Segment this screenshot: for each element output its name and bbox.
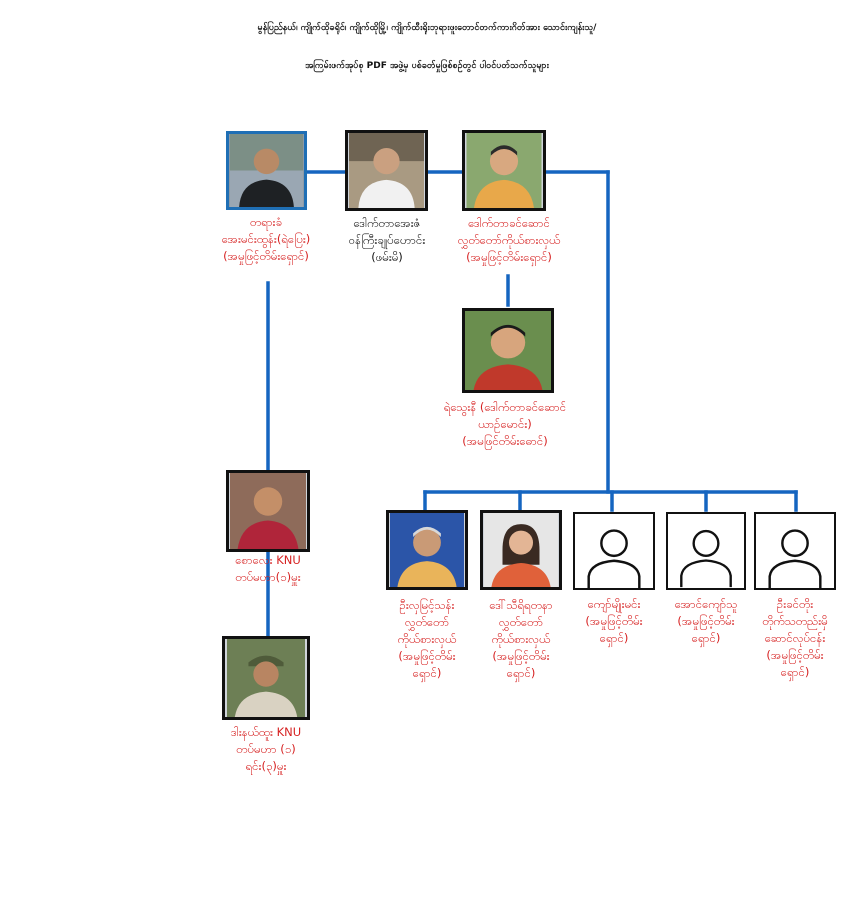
portrait-photo-p6 (222, 636, 310, 720)
name-label-p2: ဒေါက်တာအေးဇံ ဝန်ကြီးချုပ်ဟောင်း (ဖမ်းမိ) (348, 216, 426, 264)
person-silhouette-icon (465, 311, 551, 390)
portrait-photo-p5 (226, 470, 310, 552)
name-label-p11: ဦးခင်တိုး တိုက်သတည်းမှိ ဆောင်လုပ်ငန်း (အမှုဖြင့်တိမ်း ရှောင်) (762, 597, 828, 679)
page-title-line2: အကြမ်းဖက်အုပ်စု PDF အဖွဲ့မှ ပစ်ခတ်မှုဖြစ်စဉ်တွင် ပါဝင်ပတ်သက်သူများ (305, 61, 549, 71)
name-label-p9: ကျော်မျိုးမင်း (အမှုဖြင့်တိမ်း ရှောင်) (585, 597, 643, 645)
name-label-p6: ဒါးနယ်ထူး KNU တပ်မဟာ (၁) ရင်း(၃)မှူး (230, 725, 302, 773)
portrait-photo-p4 (462, 308, 554, 393)
name-label-p5: စောလေး KNU တပ်မဟာ(၁)မှူး (235, 553, 301, 584)
person-outline-icon (756, 514, 834, 588)
person-silhouette-icon (483, 513, 559, 587)
name-label-p7: ဦးလှမြင့်သန်း လွှတ်တော် ကိုယ်စားလှယ် (အမှုဖြင့်တိမ်း ရှောင်) (397, 598, 457, 680)
portrait-photo-p1 (226, 131, 307, 210)
person-silhouette-icon (465, 133, 543, 208)
person-silhouette-icon (229, 473, 307, 549)
name-label-p4: ရဲသွေးနီ (ဒေါက်တာခင်ဆောင် ယာဉ်မောင်း) (အမဖြင်တိမ်းဓောင်) (443, 400, 567, 448)
person-silhouette-icon (348, 133, 425, 208)
person-silhouette-icon (229, 134, 304, 207)
portrait-photo-p7 (386, 510, 468, 590)
portrait-placeholder-p11 (754, 512, 836, 590)
portrait-placeholder-p10 (666, 512, 746, 590)
name-label-p1: တရားခံ အေးမင်းထွန်း(ရဲပြေး) (အမှုဖြင့်တိမ်းရှောင်) (221, 215, 311, 263)
portrait-photo-p8 (480, 510, 562, 590)
person-outline-icon (668, 514, 744, 588)
person-outline-icon (575, 514, 653, 588)
page-title-line1: မွန်ပြည်နယ်၊ ကျိုက်ထိုခရိုင်၊ ကျိုက်ထိုမြို့၊ ကျိုက်ထီးရိုးဘုရားဖူးတောင်တက်ကားဂိတ်အား သောင်းကျန်းသူ/ (257, 23, 597, 33)
person-silhouette-icon (225, 639, 307, 717)
name-label-p8: ဒေါ်သီရိရတနာ လွှတ်တော် ကိုယ်စားလှယ် (အမှုဖြင့်တိမ်း ရှောင်) (489, 598, 553, 680)
portrait-placeholder-p9 (573, 512, 655, 590)
name-label-p10: အောင်ကျော်သူ (အမှုဖြင့်တိမ်း ရှောင်) (674, 597, 738, 645)
portrait-photo-p3 (462, 130, 546, 211)
name-label-p3: ဒေါက်တာခင်ဆောင် လွှတ်တော်ကိုယ်စားလှယ် (အမှုဖြင့်တိမ်းရှောင်) (457, 216, 561, 264)
person-silhouette-icon (389, 513, 465, 587)
portrait-photo-p2 (345, 130, 428, 211)
